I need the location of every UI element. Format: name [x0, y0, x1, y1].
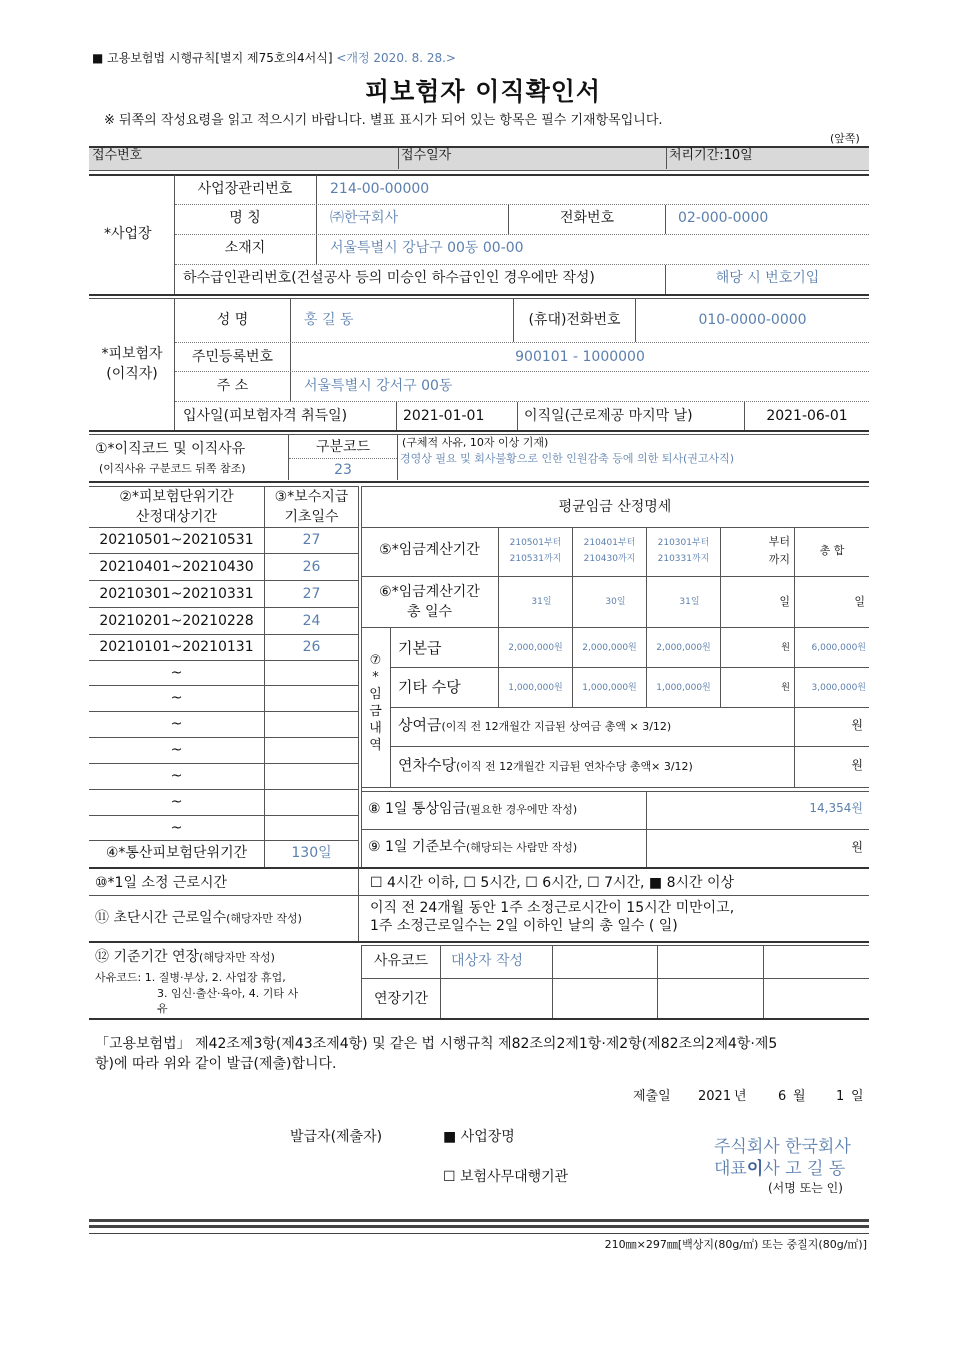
wage-basepay-label: ⑨ 1일 기준보수 — [368, 839, 466, 855]
extension — [95, 949, 275, 965]
wage-period-1-to: 210531까지 — [509, 554, 562, 564]
table-row-days: 27 — [302, 586, 321, 602]
wage-title: 평균임금 산정명세 — [558, 499, 672, 515]
wage-base-2: 2,000,000원 — [582, 643, 637, 653]
side-label-char: 내 — [369, 721, 382, 736]
workplace-sub-label: 하수급인관리번호(건설공사 등의 미승인 하수급인인 경우에만 작성) — [183, 270, 595, 286]
wage-annual-unit: 원 — [851, 758, 863, 772]
revision-text: <개정 2020. 8. 28.> — [336, 51, 456, 65]
periods-col1-line2: 산정대상기간 — [135, 509, 218, 525]
insured-join-value: 2021-01-01 — [403, 408, 485, 424]
wage-other-3: 1,000,000원 — [656, 683, 711, 693]
insured-leave-value: 2021-06-01 — [766, 408, 848, 424]
workplace-phone-value: 02-000-0000 — [678, 210, 769, 226]
table-row-period: ~ — [170, 820, 183, 836]
insured-section-label: *피보험자 — [101, 346, 163, 362]
issuer-rep-seal: 이 — [746, 1159, 764, 1179]
wage-other-2: 1,000,000원 — [582, 683, 637, 693]
workplace-address-label: 소재지 — [224, 240, 266, 256]
hours-label: ⑩*1일 소정 근로시간 — [95, 875, 228, 891]
extension-codes-3: 유 — [157, 1002, 168, 1015]
extension-code-label: 사유코드 — [373, 953, 429, 969]
side-label-char: 역 — [369, 738, 382, 753]
footer-rule-3 — [89, 1233, 869, 1234]
workplace-phone-label: 전화번호 — [559, 210, 615, 226]
periods-total-label: ④*통산피보험단위기간 — [105, 845, 248, 861]
regulation-text: ■ 고용보험법 시행규칙[별지 제75호의4서식] — [92, 51, 333, 65]
submit-year-unit: 년 — [734, 1089, 747, 1104]
extension-codes-2: 3. 임신·출산·육아, 4. 기타 사 — [157, 987, 299, 1000]
insured-name-label: 성 명 — [216, 312, 249, 328]
table-row-period: ~ — [170, 665, 183, 681]
wage-bonus — [398, 717, 671, 734]
wage-days-1: 31일 — [531, 597, 552, 607]
side-label-char: * — [372, 670, 379, 685]
wage-annual-note: (이직 전 12개월간 지급된 연차수당 총액× 3/12) — [455, 760, 693, 773]
wage-bonus-unit: 원 — [851, 718, 863, 732]
workplace-mgmt-value: 214-00-00000 — [330, 181, 430, 197]
wage-basepay — [368, 839, 577, 855]
wage-annual — [398, 757, 693, 774]
issuer-label: 발급자(제출자) — [290, 1129, 383, 1145]
footer-rule-1 — [89, 1219, 869, 1222]
statement-line2: 항)에 따라 위와 같이 발급(제출)합니다. — [95, 1056, 337, 1072]
table-row-period: 20210401~20210430 — [99, 559, 254, 575]
short-work-line1: 이직 전 24개월 동안 1주 소정근로시간이 15시간 미만이고, — [370, 900, 735, 916]
table-row-period: ~ — [170, 768, 183, 784]
wage-days-3: 31일 — [679, 597, 700, 607]
table-row-period: 20210501~20210531 — [99, 532, 254, 548]
issuer-sign-label: (서명 또는 인) — [768, 1181, 843, 1195]
workplace-sub-value: 해당 시 번호기입 — [715, 270, 820, 286]
reason-code-label: 구분코드 — [315, 439, 371, 455]
reason-detail-label: (구체적 사유, 10자 이상 기재) — [402, 436, 549, 449]
table-row-days: 27 — [302, 532, 321, 548]
extension-label: ⑫ 기준기간 연장 — [95, 949, 200, 965]
table-row-days: 24 — [302, 613, 321, 629]
reason-detail-value: 경영상 필요 및 회사불황으로 인한 인원감축 등에 의한 퇴사(권고사직) — [400, 452, 735, 465]
paper-spec: 210㎜×297㎜[백상지(80g/㎡) 또는 중질지(80g/㎡)] — [604, 1238, 867, 1251]
table-row-days: 26 — [302, 639, 321, 655]
wage-base-3: 2,000,000원 — [656, 643, 711, 653]
side-label-char: 임 — [369, 687, 382, 702]
insured-leave-label: 이직일(근로제공 마지막 날) — [524, 408, 693, 424]
insured-join-label: 입사일(피보험자격 취득일) — [183, 408, 348, 424]
wage-days-total: 일 — [854, 595, 865, 608]
wage-period-label: ⑤*임금계산기간 — [379, 542, 480, 558]
wage-period-2-from: 210401부터 — [583, 538, 636, 548]
periods-total-value: 130일 — [291, 845, 332, 861]
insured-address-label: 주 소 — [216, 378, 249, 394]
workplace-name-label: 명 칭 — [229, 210, 261, 226]
insured-section-sublabel: (이직자) — [106, 366, 158, 382]
wage-base-total: 6,000,000원 — [811, 643, 866, 653]
wage-period-extra-from: 부터 — [768, 535, 790, 548]
insured-rrn-value: 900101 - 1000000 — [515, 349, 645, 365]
side-label-char: 금 — [369, 704, 382, 719]
wage-ordinary-value: 14,354원 — [809, 801, 863, 815]
submit-label: 제출일 — [633, 1089, 671, 1104]
periods-col2-line1: ③*보수지급 — [274, 489, 349, 505]
issuer-representative — [714, 1160, 845, 1180]
wage-detail-side-label — [361, 652, 390, 754]
submit-month-unit: 월 — [793, 1089, 806, 1104]
wage-bonus-label: 상여금 — [398, 716, 442, 734]
wage-annual-label: 연차수당 — [398, 756, 456, 774]
workplace-name-value: ㈜한국회사 — [330, 210, 399, 226]
table-row-period: ~ — [170, 690, 183, 706]
insured-name-value: 홍 길 동 — [304, 312, 354, 328]
wage-days-2: 30일 — [605, 597, 626, 607]
wage-period-1-from: 210501부터 — [509, 538, 562, 548]
table-row-period: 20210101~20210131 — [99, 639, 254, 655]
short-work-note: (해당자만 작성) — [226, 912, 302, 925]
table-row-period: ~ — [170, 716, 183, 732]
statement-line1: 「고용보험법」 제42조제3항(제43조제4항) 및 같은 법 시행규칙 제82조의2제1항·제2항(제82조의2제4항·제5 — [95, 1036, 778, 1052]
insured-rrn-label: 주민등록번호 — [191, 349, 274, 365]
reason-sublabel: (이직사유 구분코드 뒤쪽 참조) — [99, 462, 246, 475]
submit-month: 6 — [778, 1089, 787, 1104]
extension-period-label: 연장기간 — [373, 991, 429, 1007]
extension-note: (해당자만 작성) — [199, 951, 275, 964]
table-row-period: 20210301~20210331 — [99, 586, 254, 602]
wage-period-2-to: 210430까지 — [583, 554, 636, 564]
short-work-line2: 1주 소정근로일수는 2일 이하인 날의 총 일수 ( 일) — [370, 918, 678, 934]
side-label-char: ⑦ — [369, 653, 382, 668]
reason-label: ①*이직코드 및 이직사유 — [95, 441, 246, 457]
submit-day-unit: 일 — [851, 1089, 864, 1104]
table-row-period: ~ — [170, 742, 183, 758]
wage-ordinary-label: ⑧ 1일 통상임금 — [368, 801, 466, 817]
workplace-section-label: *사업장 — [104, 226, 152, 242]
submit-day: 1 — [836, 1089, 845, 1104]
issuer-company: 주식회사 한국회사 — [714, 1137, 851, 1157]
table-row-period: 20210201~20210228 — [99, 613, 254, 629]
receipt-number-label: 접수번호 — [92, 148, 143, 163]
wage-other-1: 1,000,000원 — [508, 683, 563, 693]
wage-other-extra: 원 — [781, 683, 790, 693]
wage-days-label-1: ⑥*임금계산기간 — [379, 584, 480, 600]
periods-col2-line2: 기초일수 — [284, 509, 339, 525]
form-regulation — [92, 52, 456, 66]
wage-total-label: 총 합 — [819, 544, 845, 557]
short-work — [95, 910, 302, 926]
wage-days-extra: 일 — [779, 595, 790, 608]
periods-col1-line1: ②*피보험단위기간 — [119, 489, 234, 505]
wage-period-3-to: 210331까지 — [657, 554, 710, 564]
extension-code-value: 대상자 작성 — [451, 953, 524, 969]
reason-code-value: 23 — [334, 462, 352, 478]
wage-other-label: 기타 수당 — [398, 678, 461, 696]
wage-ordinary-note: (필요한 경우에만 작성) — [465, 803, 578, 816]
issuer-option-agency[interactable]: ☐ 보험사무대행기관 — [443, 1169, 569, 1185]
wage-ordinary — [368, 801, 577, 817]
front-label: (앞쪽) — [830, 132, 860, 145]
table-row-days: 26 — [302, 559, 321, 575]
workplace-address-value: 서울특별시 강남구 00동 00-00 — [330, 240, 524, 256]
workplace-mgmt-label: 사업장관리번호 — [197, 181, 293, 197]
processing-period: 처리기간:10일 — [669, 148, 753, 163]
wage-period-3-from: 210301부터 — [657, 538, 710, 548]
hours-options: ☐ 4시간 이하, ☐ 5시간, ☐ 6시간, ☐ 7시간, ■ 8시간 이상 — [370, 875, 735, 891]
page-title: 피보험자 이직확인서 — [364, 77, 602, 106]
wage-days-label-2: 총 일수 — [406, 604, 453, 620]
wage-base-1: 2,000,000원 — [508, 643, 563, 653]
footer-rule-2 — [89, 1225, 869, 1228]
short-work-label: ⑪ 초단시간 근로일수 — [95, 910, 227, 926]
submit-year: 2021 — [698, 1089, 732, 1104]
notice-text: ※ 뒤쪽의 작성요령을 읽고 적으시기 바랍니다. 별표 표시가 되어 있는 항목은 필수 기재항목입니다. — [104, 113, 663, 128]
wage-basepay-value: 원 — [851, 840, 863, 854]
wage-basepay-note: (해당되는 사람만 작성) — [465, 841, 578, 854]
insured-phone-value: 010-0000-0000 — [698, 312, 807, 328]
receipt-date-label: 접수일자 — [401, 148, 452, 163]
table-row-period: ~ — [170, 794, 183, 810]
wage-period-extra-to: 까지 — [768, 553, 790, 566]
issuer-rep-prefix: 대표 — [714, 1159, 747, 1179]
issuer-option-workplace[interactable]: ■ 사업장명 — [443, 1129, 515, 1145]
extension-codes-1: 사유코드: 1. 질병·부상, 2. 사업장 휴업, — [95, 971, 286, 984]
issuer-rep-suffix: 사 고 길 동 — [763, 1159, 846, 1179]
insured-phone-label: (휴대)전화번호 — [528, 312, 621, 328]
wage-bonus-note: (이직 전 12개월간 지급된 상여금 총액 × 3/12) — [441, 720, 672, 733]
insured-address-value: 서울특별시 강서구 00동 — [304, 378, 453, 394]
wage-base-extra: 원 — [781, 643, 790, 653]
wage-base-label: 기본급 — [398, 639, 442, 657]
wage-other-total: 3,000,000원 — [811, 683, 866, 693]
